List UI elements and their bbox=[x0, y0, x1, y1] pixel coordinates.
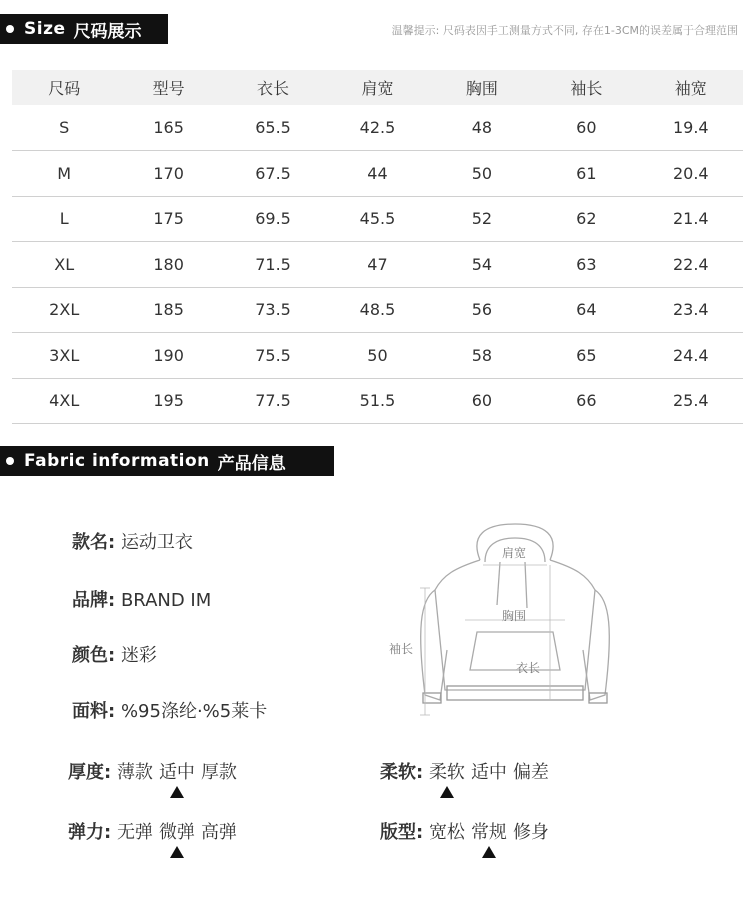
table-row bbox=[12, 105, 743, 151]
measurement-lines bbox=[420, 565, 565, 715]
cell-sleeve-width: 20.4 bbox=[639, 151, 743, 197]
cell-shoulder: 45.5 bbox=[325, 196, 429, 242]
cell-sleeve-width: 24.4 bbox=[639, 333, 743, 379]
cell-sleeve-length: 60 bbox=[534, 105, 638, 151]
scale-thickness bbox=[68, 758, 243, 784]
scale-fit-option-0 bbox=[429, 818, 465, 844]
header-chest: 胸围 bbox=[430, 70, 534, 105]
size-title-en: Size bbox=[24, 19, 66, 39]
cell-shoulder: 51.5 bbox=[325, 378, 429, 424]
diagram-label-shoulder: 肩宽 bbox=[502, 546, 527, 560]
cell-length: 75.5 bbox=[221, 333, 325, 379]
size-table-body bbox=[12, 105, 743, 424]
option-text: 微弹 bbox=[158, 822, 195, 843]
info-style-label: 款名: bbox=[72, 532, 116, 553]
cell-sleeve-width: 19.4 bbox=[639, 105, 743, 151]
bullet-icon bbox=[6, 457, 14, 465]
cell-chest: 54 bbox=[430, 242, 534, 288]
info-style-value: 运动卫衣 bbox=[120, 532, 193, 553]
selected-triangle-icon bbox=[482, 846, 496, 858]
cell-length: 65.5 bbox=[221, 105, 325, 151]
info-color bbox=[72, 641, 157, 667]
info-fabric-value: %95涤纶·%5莱卡 bbox=[120, 701, 268, 722]
bullet-icon bbox=[6, 25, 14, 33]
cell-sleeve-length: 65 bbox=[534, 333, 638, 379]
info-fabric bbox=[72, 697, 267, 723]
cell-model: 180 bbox=[116, 242, 220, 288]
scale-elasticity-option-1 bbox=[159, 818, 195, 844]
selected-triangle-icon bbox=[440, 786, 454, 798]
info-brand-label: 品牌: bbox=[72, 590, 116, 611]
option-text: 薄款 bbox=[116, 762, 153, 783]
option-text: 修身 bbox=[512, 822, 549, 843]
cell-sleeve-width: 22.4 bbox=[639, 242, 743, 288]
cell-size: 2XL bbox=[12, 287, 116, 333]
cell-shoulder: 47 bbox=[325, 242, 429, 288]
info-fabric-label: 面料: bbox=[72, 701, 116, 722]
cell-model: 165 bbox=[116, 105, 220, 151]
cell-shoulder: 48.5 bbox=[325, 287, 429, 333]
scale-softness-label: 柔软: bbox=[380, 762, 424, 783]
scale-softness bbox=[380, 758, 555, 784]
size-table bbox=[12, 70, 743, 424]
scale-thickness-option-0 bbox=[117, 758, 153, 784]
cell-shoulder: 50 bbox=[325, 333, 429, 379]
table-row bbox=[12, 287, 743, 333]
size-title-cn: 尺码展示 bbox=[73, 21, 142, 42]
option-text: 高弹 bbox=[200, 822, 237, 843]
cell-size: S bbox=[12, 105, 116, 151]
info-color-value: 迷彩 bbox=[120, 645, 157, 666]
scale-elasticity-option-0 bbox=[117, 818, 153, 844]
table-row bbox=[12, 151, 743, 197]
option-text: 适中 bbox=[158, 762, 195, 783]
cell-chest: 58 bbox=[430, 333, 534, 379]
info-brand bbox=[72, 586, 211, 612]
scale-elasticity-label: 弹力: bbox=[68, 822, 112, 843]
cell-chest: 52 bbox=[430, 196, 534, 242]
size-table-header-row bbox=[12, 70, 743, 105]
option-text: 厚款 bbox=[200, 762, 237, 783]
cell-length: 71.5 bbox=[221, 242, 325, 288]
cell-chest: 56 bbox=[430, 287, 534, 333]
scale-thickness-label: 厚度: bbox=[68, 762, 112, 783]
cell-size: M bbox=[12, 151, 116, 197]
header-sleeve-length: 袖长 bbox=[534, 70, 638, 105]
cell-chest: 48 bbox=[430, 105, 534, 151]
diagram-label-sleeve: 袖长 bbox=[389, 642, 414, 656]
info-color-label: 颜色: bbox=[72, 645, 116, 666]
header-model: 型号 bbox=[116, 70, 220, 105]
scale-thickness-option-1 bbox=[159, 758, 195, 784]
table-row bbox=[12, 378, 743, 424]
cell-chest: 50 bbox=[430, 151, 534, 197]
cell-sleeve-length: 63 bbox=[534, 242, 638, 288]
size-section-header bbox=[0, 14, 168, 44]
scale-elasticity bbox=[68, 818, 243, 844]
cell-sleeve-width: 23.4 bbox=[639, 287, 743, 333]
scale-fit-label: 版型: bbox=[380, 822, 424, 843]
cell-model: 175 bbox=[116, 196, 220, 242]
scale-fit-option-2 bbox=[513, 818, 549, 844]
cell-chest: 60 bbox=[430, 378, 534, 424]
cell-size: L bbox=[12, 196, 116, 242]
option-text: 偏差 bbox=[512, 762, 549, 783]
option-text: 适中 bbox=[470, 762, 507, 783]
fabric-title-en: Fabric information bbox=[24, 451, 210, 471]
info-style bbox=[72, 528, 193, 554]
cell-sleeve-width: 21.4 bbox=[639, 196, 743, 242]
table-row bbox=[12, 196, 743, 242]
fabric-section-header bbox=[0, 446, 334, 476]
cell-length: 69.5 bbox=[221, 196, 325, 242]
selected-triangle-icon bbox=[170, 846, 184, 858]
diagram-label-chest: 胸围 bbox=[502, 609, 527, 623]
selected-triangle-icon bbox=[170, 786, 184, 798]
scale-softness-option-0 bbox=[429, 758, 465, 784]
cell-length: 73.5 bbox=[221, 287, 325, 333]
header-length: 衣长 bbox=[221, 70, 325, 105]
cell-sleeve-length: 61 bbox=[534, 151, 638, 197]
cell-sleeve-length: 66 bbox=[534, 378, 638, 424]
scale-softness-option-2 bbox=[513, 758, 549, 784]
diagram-label-length: 衣长 bbox=[516, 661, 541, 675]
header-sleeve-width: 袖宽 bbox=[639, 70, 743, 105]
option-text: 常规 bbox=[470, 822, 507, 843]
scale-fit bbox=[380, 818, 555, 844]
info-brand-value: BRAND IM bbox=[120, 590, 212, 611]
cell-sleeve-length: 64 bbox=[534, 287, 638, 333]
scale-fit-option-1 bbox=[471, 818, 507, 844]
table-row bbox=[12, 242, 743, 288]
option-text: 宽松 bbox=[428, 822, 465, 843]
option-text: 柔软 bbox=[428, 762, 465, 783]
cell-model: 170 bbox=[116, 151, 220, 197]
cell-model: 185 bbox=[116, 287, 220, 333]
cell-sleeve-width: 25.4 bbox=[639, 378, 743, 424]
cell-shoulder: 44 bbox=[325, 151, 429, 197]
scale-elasticity-option-2 bbox=[201, 818, 237, 844]
cell-size: 4XL bbox=[12, 378, 116, 424]
cell-sleeve-length: 62 bbox=[534, 196, 638, 242]
cell-model: 195 bbox=[116, 378, 220, 424]
cell-shoulder: 42.5 bbox=[325, 105, 429, 151]
scale-thickness-option-2 bbox=[201, 758, 237, 784]
cell-size: XL bbox=[12, 242, 116, 288]
fabric-title-cn: 产品信息 bbox=[217, 453, 286, 474]
cell-model: 190 bbox=[116, 333, 220, 379]
measurement-tip: 温馨提示: 尺码表因手工测量方式不同, 存在1-3CM的误差属于合理范围 bbox=[391, 24, 738, 37]
scale-softness-option-1 bbox=[471, 758, 507, 784]
hoodie-measurement-diagram bbox=[385, 520, 615, 725]
header-shoulder: 肩宽 bbox=[325, 70, 429, 105]
header-size: 尺码 bbox=[12, 70, 116, 105]
option-text: 无弹 bbox=[116, 822, 153, 843]
table-row bbox=[12, 333, 743, 379]
cell-length: 77.5 bbox=[221, 378, 325, 424]
cell-length: 67.5 bbox=[221, 151, 325, 197]
cell-size: 3XL bbox=[12, 333, 116, 379]
